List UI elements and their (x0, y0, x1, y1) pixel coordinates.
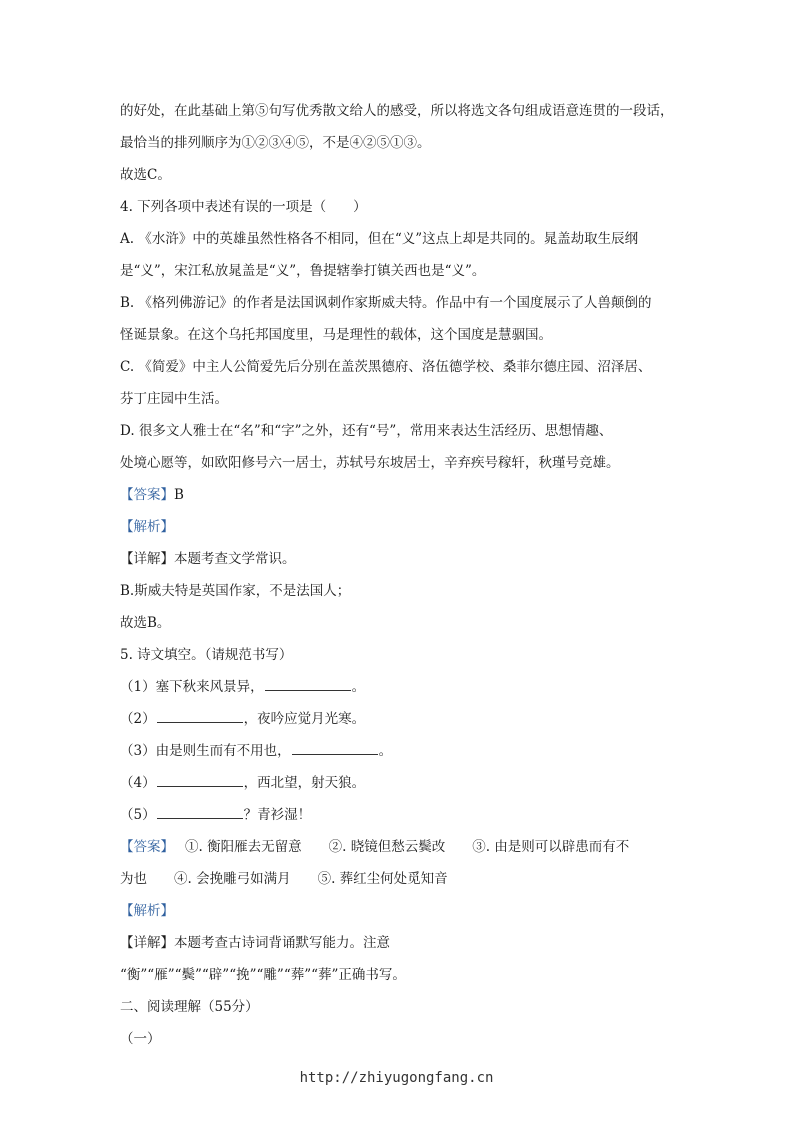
text-line: 最恰当的排列顺序为①②③④⑤，不是④②⑤①③。 (120, 135, 431, 151)
poem-text: 。 (378, 743, 393, 759)
text-line: 故选C。 (120, 167, 171, 183)
detail-4 (120, 549, 680, 569)
detail-5 (120, 933, 680, 953)
option-a-cont: 是“义”，宋江私放晁盖是“义”，鲁提辖拳打镇关西也是“义”。 (120, 263, 486, 279)
poem-item-1 (120, 677, 680, 697)
poem-text: （5） (120, 807, 156, 823)
detail-text: 本题考查古诗词背诵默写能力。注意 (174, 935, 390, 951)
poem-item-3 (120, 741, 680, 761)
answer-4 (120, 485, 680, 505)
explanation-b: B.斯威夫特是英国作家，不是法国人； (120, 583, 351, 599)
question-5: 5. 诗文填空。（请规范书写） (120, 647, 293, 663)
analysis-tag: 【解析】 (120, 903, 174, 919)
option-d-cont: 处境心愿等，如欧阳修号六一居士，苏轼号东坡居士，辛弃疾号稼轩，秋瑾号竞雄。 (120, 455, 620, 471)
poem-text: ？青衫湿！ (243, 807, 312, 823)
fill-blank (157, 806, 243, 819)
poem-text: （1）塞下秋来风景异， (120, 679, 264, 695)
subsection-heading: （一） (120, 1031, 161, 1047)
poem-text: （4） (120, 775, 156, 791)
option-c-cont: 芬丁庄园中生活。 (120, 391, 228, 407)
answer-tag: 【答案】 (120, 839, 168, 855)
select-b: 故选B。 (120, 615, 171, 631)
answer-tag: 【答案】 (120, 487, 174, 503)
answer-5 (120, 837, 680, 857)
question-4: 4. 下列各项中表述有误的一项是（ ） (120, 199, 367, 215)
poem-item-2 (120, 709, 680, 729)
poem-text: ，夜吟应觉月光寒。 (243, 711, 366, 727)
poem-item-5 (120, 805, 680, 825)
detail-text: 本题考查文学常识。 (174, 551, 296, 567)
answer-value: B (174, 487, 184, 503)
writing-note: “衡”“雁”“鬓”“辟”“挽”“雕”“葬”“葬”正确书写。 (120, 967, 406, 983)
text-line: 的好处，在此基础上第⑤句写优秀散文给人的感受，所以将选文各句组成语意连贯的一段话， (120, 103, 674, 119)
option-b-cont: 怪诞景象。在这个乌托邦国度里，马是理性的载体，这个国度是慧骃国。 (120, 327, 552, 343)
analysis-tag: 【解析】 (120, 519, 174, 535)
option-b: B. 《格列佛游记》的作者是法国讽刺作家斯威夫特。作品中有一个国度展示了人兽颠倒的 (120, 295, 652, 311)
fill-blank (157, 710, 243, 723)
fill-blank (265, 678, 351, 691)
fill-blank (157, 774, 243, 787)
detail-tag: 【详解】 (120, 551, 174, 567)
answer-5-cont: 为也 ④. 会挽雕弓如满月 ⑤. 葬红尘何处觅知音 (120, 871, 448, 887)
poem-item-4 (120, 773, 680, 793)
poem-text: （3）由是则生而有不用也， (120, 743, 291, 759)
poem-text: 。 (351, 679, 366, 695)
option-a: A. 《水浒》中的英雄虽然性格各不相同，但在“义”这点上却是共同的。晁盖劫取生辰纲 (120, 231, 639, 247)
section-heading: 二、阅读理解（55分） (120, 999, 259, 1015)
poem-text: ，西北望，射天狼。 (243, 775, 366, 791)
option-d: D. 很多文人雅士在“名”和“字”之外，还有“号”，常用来表达生活经历、思想情趣、 (120, 423, 613, 439)
fill-blank (292, 742, 378, 755)
answer-text: ①. 衡阳雁去无留意 ②. 晓镜但愁云鬓改 ③. 由是则可以辟患而有不 (167, 839, 630, 855)
detail-tag: 【详解】 (120, 935, 174, 951)
option-c: C. 《简爱》中主人公简爱先后分别在盖茨黑德府、洛伍德学校、桑菲尔德庄园、沼泽居、 (120, 359, 652, 375)
footer-url: http://zhiyugongfang.cn (299, 1070, 494, 1086)
poem-text: （2） (120, 711, 156, 727)
